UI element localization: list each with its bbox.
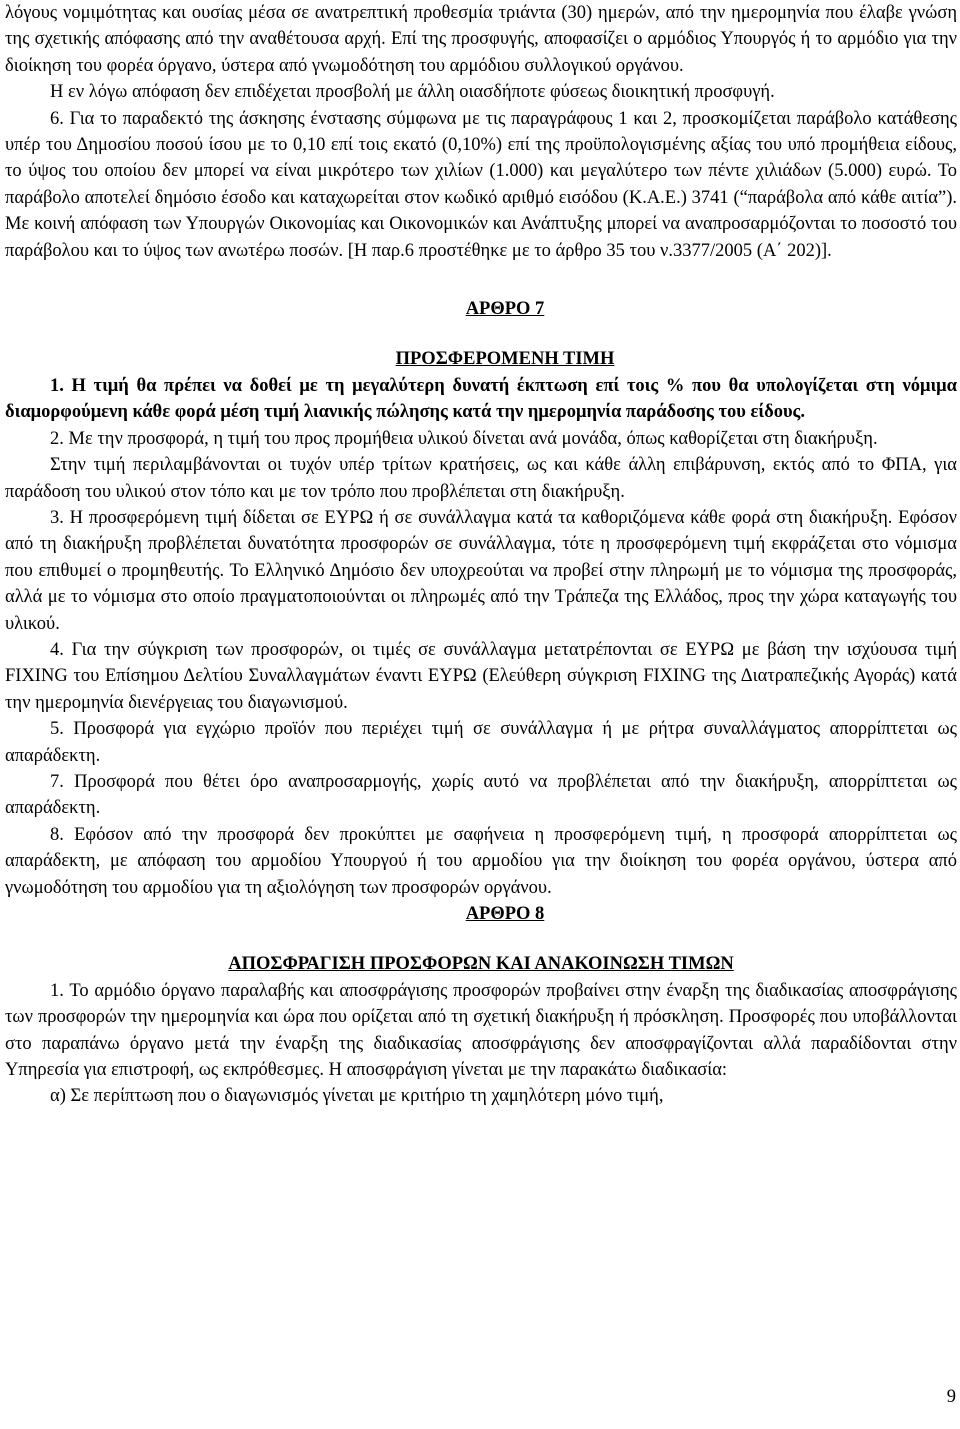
article-7-para-4: 4. Για την σύγκριση των προσφορών, οι τιμές σε συνάλλαγμα μετατρέπονται σε ΕΥΡΩ με βάση την ισχύουσα τιμή FIXING του Επίσημου Δελτίου Συναλλαγμάτων έναντι ΕΥΡΩ (Ελεύθερη σύγκριση FIXING της Διατραπεζικής Αγοράς) κατά την ημερομηνία διενέργειας του διαγωνισμού. [5, 639, 957, 713]
article-7-para-7: 7. Προσφορά που θέτει όρο αναπροσαρμογής, χωρίς αυτό να προβλέπεται από την διακήρυξη, απορρίπτεται ως απαράδεκτη. [5, 771, 957, 819]
paragraph-6-fee: 6. Για το παραδεκτό της άσκησης ένστασης σύμφωνα με τις παραγράφους 1 και 2, προσκομίζεται παράβολο κατάθεσης υπέρ του Δημοσίου ποσού ίσου με το 0,10 επί τοις εκατό (0,10%) επί της προϋπολογισμένης αξίας του υπό προμήθεια είδους, το ύψος του οποίου δεν μπορεί να είναι μικρότερο των χιλίων (1.000) και μεγαλύτερο των πέντε χιλιάδων (5.000) ευρώ. Το παράβολο αποτελεί δημόσιο έσοδο και καταχωρείται στον κωδικό αριθμό εισόδου (Κ.Α.Ε.) 3741 (“παράβολα από κάθε αιτία”). Με κοινή απόφαση των Υπουργών Οικονομίας και Οικονομικών και Ανάπτυξης μπορεί να αναπροσαρμόζονται το ποσοστό του παράβολου και το ύψος των ανωτέρω ποσών. [Η παρ.6 προστέθηκε με το άρθρο 35 του ν.3377/2005 (Α΄ 202)]. [5, 108, 957, 261]
article-8-title: ΑΡΘΡΟ 8 [465, 904, 545, 924]
article-7-para-1: 1. Η τιμή θα πρέπει να δοθεί με τη μεγαλύτερη δυνατή έκπτωση επί τοις % που θα υπολογίζεται στη νόμιμα διαμορφούμενη κάθε φορά μέση τιμή λιανικής πώλησης κατά την ημερομηνία παράδοσης του είδους. [5, 375, 957, 423]
article-7-para-2: 2. Με την προσφορά, η τιμή του προς προμήθεια υλικού δίνεται ανά μονάδα, όπως καθορίζεται στη διακήρυξη. [50, 428, 878, 449]
paragraph-no-appeal: Η εν λόγω απόφαση δεν επιδέχεται προσβολή με άλλη οιασδήποτε φύσεως διοικητική προσφυγή. [50, 82, 775, 103]
article-7-title: ΑΡΘΡΟ 7 [465, 299, 545, 320]
article-8-para-1: 1. Το αρμόδιο όργανο παραλαβής και αποσφράγισης προσφορών προβαίνει στην έναρξη της διαδικασίας αποσφράγισης των προσφορών την ημερομηνία και ώρα που ορίζεται από τη σχετική διακήρυξη ή πρόσκληση. Προσφορές που υποβάλλονται στο παραπάνω όργανο μετά την έναρξη της διαδικασίας αποσφράγισης δεν αποσφραγίζονται αλλά παραδίδονται στην Υπηρεσία για επιστροφή, ως εκπρόθεσμες. Η αποσφράγιση γίνεται με την παρακάτω διαδικασία: [5, 980, 957, 1081]
article-7-para-2b: Στην τιμή περιλαμβάνονται οι τυχόν υπέρ τρίτων κρατήσεις, ως και κάθε άλλη επιβάρυνση, εκτός από το ΦΠΑ, για παράδοση του υλικού στον τόπο και με τον τρόπο που προβλέπεται στη διακήρυξη. [5, 455, 957, 502]
spacer [5, 264, 957, 296]
article-8-para-a: α) Σε περίπτωση που ο διαγωνισμός γίνεται με κριτήριο τη χαμηλότερη μόνο τιμή, [50, 1086, 664, 1107]
article-8-subtitle: ΑΠΟΣΦΡΑΓΙΣΗ ΠΡΟΣΦΟΡΩΝ ΚΑΙ ΑΝΑΚΟΙΝΩΣΗ ΤΙΜΩΝ [228, 954, 734, 975]
article-7-para-5: 5. Προσφορά για εγχώριο προϊόν που περιέχει τιμή σε συνάλλαγμα ή με ρήτρα συναλλάγματος απορρίπτεται ως απαράδεκτη. [5, 719, 957, 766]
article-7-para-8: 8. Εφόσον από την προσφορά δεν προκύπτει με σαφήνεια η προσφερόμενη τιμή, η προσφορά απορρίπτεται ως απαράδεκτη, με απόφαση του αρμοδίου Υπουργού ή του αρμοδίου για την διοίκηση του φορέα οργάνου, ύστερα από γνωμοδότηση του αρμοδίου για τη αξιολόγηση των προσφορών οργάνου. [5, 824, 957, 898]
article-7-para-3: 3. Η προσφερόμενη τιμή δίδεται σε ΕΥΡΩ ή σε συνάλλαγμα κατά τα καθοριζόμενα κάθε φορά στη διακήρυξη. Εφόσον από τη διακήρυξη προβλέπεται δυνατότητα προσφορών σε συνάλλαγμα, τότε η προσφερόμενη τιμή εκφράζεται στο νόμισμα που επιθυμεί ο προμηθευτής. Το Ελληνικό Δημόσιο δεν υποχρεούται να προβεί στην πληρωμή με το νόμισμα της προσφοράς, αλλά με το νόμισμα στο οποίο πραγματοποιούνται οι πληρωμές από την Τράπεζα της Ελλάδος, προς την χώρα καταγωγής του υλικού. [5, 507, 957, 634]
page-number: 9 [946, 1387, 956, 1407]
document-page [5, 0, 957, 1110]
article-7-subtitle: ΠΡΟΣΦΕΡΟΜΕΝΗ ΤΙΜΗ [395, 349, 615, 370]
spacer [5, 322, 957, 346]
spacer [5, 927, 957, 951]
paragraph-continuation: λόγους νομιμότητας και ουσίας μέσα σε ανατρεπτική προθεσμία τριάντα (30) ημερών, από την ημερομηνία που έλαβε γνώση της σχετικής απόφασης από την αναθέτουσα αρχή. Επί της προσφυγής, αποφασίζει ο αρμόδιος Υπουργός ή το αρμόδιο για την διοίκηση του φορέα όργανο, ύστερα από γνωμοδότηση του αρμόδιου συλλογικού οργάνου. [5, 3, 957, 76]
